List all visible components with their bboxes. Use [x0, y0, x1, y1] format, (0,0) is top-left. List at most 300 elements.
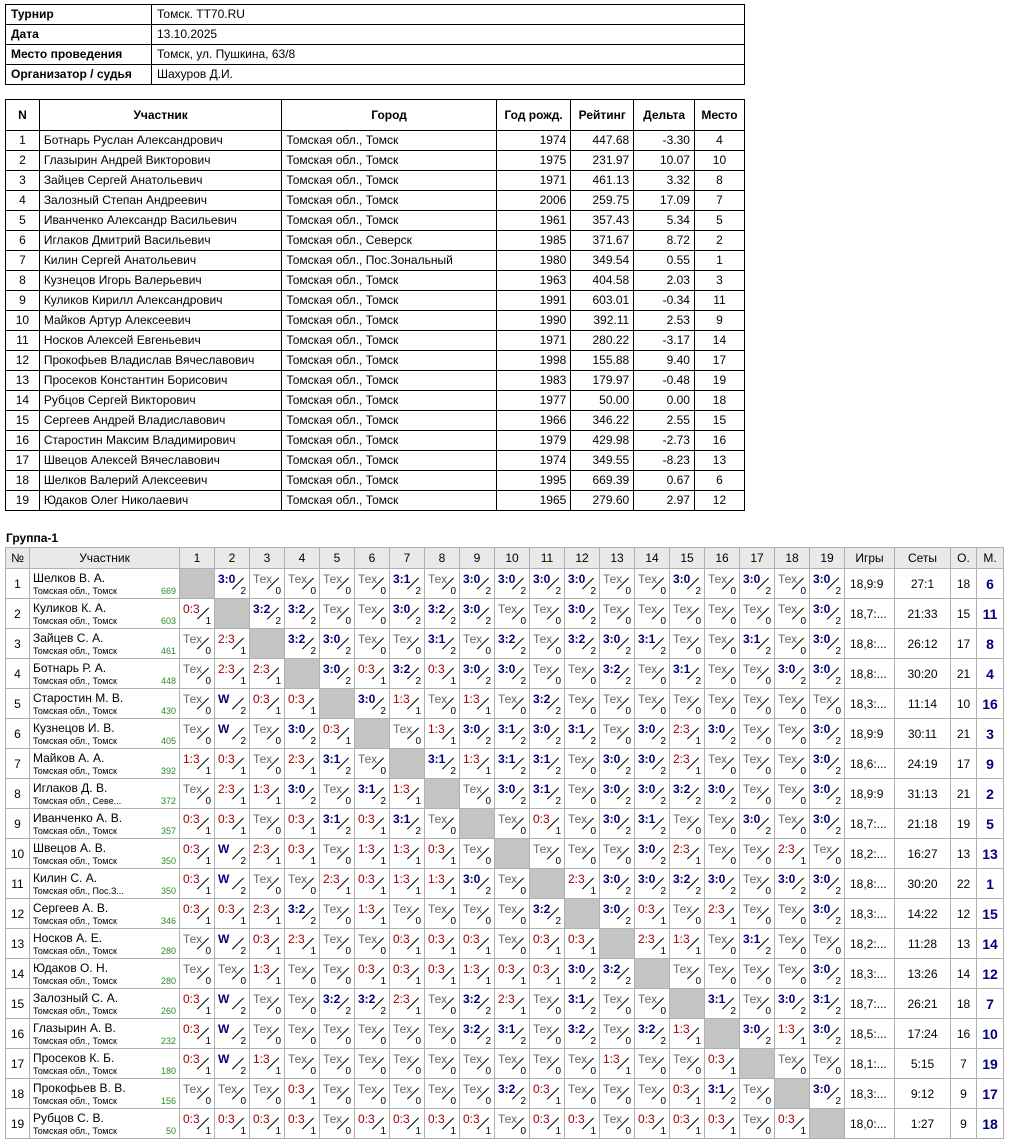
participant-cell: -2.73	[634, 431, 695, 451]
grid-player-name: Прокофьев В. В.	[33, 1081, 126, 1095]
grid-player-city: Томская обл., Томск	[33, 766, 117, 776]
match-points: 2	[520, 646, 526, 657]
match-score: 2:3	[673, 752, 690, 766]
match-cell	[390, 839, 425, 869]
match-score: Тех	[253, 722, 273, 736]
match-score: Тех	[463, 632, 483, 646]
match-cell	[215, 659, 250, 689]
match-cell	[600, 719, 635, 749]
grid-header: Сеты	[895, 548, 951, 569]
match-cell	[600, 1079, 635, 1109]
match-score: W	[218, 1052, 230, 1066]
match-points: 0	[765, 856, 771, 867]
match-score: 3:1	[428, 632, 446, 646]
match-cell	[390, 1109, 425, 1139]
match-cell	[355, 1079, 390, 1109]
match-cell	[565, 1049, 600, 1079]
match-cell	[180, 869, 215, 899]
participant-cell: -8.23	[634, 451, 695, 471]
match-points: 1	[485, 1126, 491, 1137]
match-points: 2	[835, 796, 841, 807]
match-cell	[565, 929, 600, 959]
match-points: 2	[310, 796, 316, 807]
match-score: Тех	[568, 1082, 588, 1096]
participants-header: N	[6, 100, 40, 131]
grid-row	[6, 959, 1004, 989]
match-score: 3:2	[253, 602, 271, 616]
match-cell	[425, 689, 460, 719]
match-points: 2	[380, 706, 386, 717]
match-cell	[390, 869, 425, 899]
match-score: 3:1	[568, 992, 586, 1006]
match-points: 1	[800, 1126, 806, 1137]
match-cell	[670, 629, 705, 659]
match-cell	[215, 1049, 250, 1079]
grid-row	[6, 989, 1004, 1019]
group-title: Группа-1	[6, 531, 59, 545]
match-points: 1	[275, 706, 281, 717]
match-cell	[495, 629, 530, 659]
match-points: 1	[205, 826, 211, 837]
participant-cell: Томская обл., Томск	[282, 431, 496, 451]
match-points: 1	[310, 1126, 316, 1137]
match-cell	[390, 599, 425, 629]
match-score: Тех	[603, 1082, 623, 1096]
grid-sets: 30:20	[895, 659, 951, 689]
info-row	[6, 65, 745, 85]
match-cell	[740, 989, 775, 1019]
match-score: 0:3	[183, 812, 200, 826]
match-points: 0	[415, 736, 421, 747]
participant-cell: Томская обл., Северск	[282, 231, 496, 251]
match-score: 1:3	[393, 842, 410, 856]
group-grid-table	[5, 547, 1004, 1139]
match-score: 0:3	[393, 1112, 410, 1126]
match-score: Тех	[288, 992, 308, 1006]
match-cell	[600, 839, 635, 869]
participants-header: Город	[282, 100, 496, 131]
match-points: 2	[765, 1036, 771, 1047]
grid-player	[30, 899, 180, 929]
participant-cell: 2006	[496, 191, 570, 211]
match-points: 1	[380, 676, 386, 687]
grid-games: 18,9:9	[845, 779, 895, 809]
match-cell	[635, 659, 670, 689]
match-score: 0:3	[428, 1112, 445, 1126]
match-cell	[285, 869, 320, 899]
match-score: 3:1	[638, 632, 656, 646]
grid-player-name: Кузнецов И. В.	[33, 721, 115, 735]
grid-points: 18	[951, 989, 977, 1019]
participant-cell: 1998	[496, 351, 570, 371]
match-points: 2	[555, 586, 561, 597]
match-cell	[740, 569, 775, 599]
grid-points: 21	[951, 779, 977, 809]
participant-cell: Иглаков Дмитрий Васильевич	[39, 231, 282, 251]
match-cell	[460, 899, 495, 929]
match-score: 3:0	[813, 602, 831, 616]
match-score: 3:0	[673, 572, 691, 586]
match-cell	[705, 779, 740, 809]
match-points: 0	[310, 1006, 316, 1017]
participant-cell: Томская обл., Томск	[282, 291, 496, 311]
match-score: 0:3	[183, 902, 200, 916]
match-points: 2	[415, 676, 421, 687]
match-points: 0	[275, 586, 281, 597]
match-points: 1	[345, 736, 351, 747]
match-cell	[180, 599, 215, 629]
match-points: 2	[800, 676, 806, 687]
match-cell	[565, 899, 600, 929]
match-points: 0	[345, 1066, 351, 1077]
match-cell	[180, 1079, 215, 1109]
match-points: 2	[730, 1006, 736, 1017]
match-points: 0	[765, 1126, 771, 1137]
match-score: 3:0	[323, 632, 341, 646]
match-score: Тех	[498, 902, 518, 916]
participants-table	[5, 99, 745, 511]
grid-header: 3	[250, 548, 285, 569]
match-cell	[530, 899, 565, 929]
match-points: 0	[345, 1126, 351, 1137]
grid-player-city: Томская обл., Томск	[33, 1036, 117, 1046]
match-score: 3:2	[288, 632, 306, 646]
match-score: Тех	[778, 752, 798, 766]
match-points: 2	[590, 646, 596, 657]
match-cell	[530, 929, 565, 959]
participant-cell: Томская обл., Томск	[282, 371, 496, 391]
participant-row	[6, 311, 745, 331]
match-cell	[215, 1109, 250, 1139]
match-points: 0	[800, 916, 806, 927]
grid-sets: 26:12	[895, 629, 951, 659]
match-points: 1	[555, 1096, 561, 1107]
match-points: 1	[380, 1126, 386, 1137]
match-points: 1	[415, 856, 421, 867]
match-score: 3:0	[463, 602, 481, 616]
match-points: 2	[520, 796, 526, 807]
match-score: 2:3	[498, 992, 515, 1006]
grid-games: 18,8:...	[845, 629, 895, 659]
match-score: 0:3	[288, 812, 305, 826]
match-points: 0	[765, 766, 771, 777]
match-cell	[285, 599, 320, 629]
match-points: 1	[240, 646, 246, 657]
participants-header: Рейтинг	[571, 100, 634, 131]
match-cell	[390, 1079, 425, 1109]
match-points: 2	[765, 646, 771, 657]
match-score: 0:3	[638, 1112, 655, 1126]
match-cell	[495, 959, 530, 989]
match-score: Тех	[463, 782, 483, 796]
match-score: 0:3	[323, 722, 340, 736]
grid-player-name: Рубцов С. В.	[33, 1111, 104, 1125]
participant-cell: 346.22	[571, 411, 634, 431]
info-value: Томск, ул. Пушкина, 63/8	[152, 45, 745, 65]
match-points: 1	[310, 946, 316, 957]
match-score: Тех	[358, 602, 378, 616]
match-points: 2	[625, 646, 631, 657]
participant-cell: 17	[694, 351, 744, 371]
match-cell	[250, 599, 285, 629]
participant-cell: 0.55	[634, 251, 695, 271]
match-cell	[810, 809, 845, 839]
match-score: 3:0	[603, 782, 621, 796]
participant-cell: 9	[6, 291, 40, 311]
match-score: 3:0	[568, 962, 586, 976]
match-cell	[530, 1019, 565, 1049]
participant-cell: 1	[694, 251, 744, 271]
match-cell	[705, 989, 740, 1019]
participant-cell: 3	[694, 271, 744, 291]
match-points: 0	[730, 766, 736, 777]
match-cell	[320, 839, 355, 869]
match-score: Тех	[323, 1082, 343, 1096]
match-points: 2	[240, 736, 246, 747]
match-cell	[425, 659, 460, 689]
match-score: 0:3	[533, 932, 550, 946]
match-score: 3:2	[428, 602, 446, 616]
participant-cell: 1977	[496, 391, 570, 411]
match-cell	[425, 929, 460, 959]
match-score: 3:1	[533, 782, 551, 796]
match-points: 1	[415, 706, 421, 717]
match-score: 3:2	[463, 1022, 481, 1036]
match-points: 0	[205, 736, 211, 747]
match-score: 1:3	[253, 962, 270, 976]
match-cell	[600, 599, 635, 629]
match-cell	[215, 629, 250, 659]
match-points: 0	[555, 676, 561, 687]
match-points: 1	[415, 976, 421, 987]
grid-row-number: 15	[6, 989, 30, 1019]
match-points: 2	[310, 916, 316, 927]
match-points: 1	[590, 946, 596, 957]
participant-cell: 1979	[496, 431, 570, 451]
match-score: Тех	[673, 812, 693, 826]
match-score: 3:1	[813, 992, 831, 1006]
match-cell	[565, 839, 600, 869]
participant-row	[6, 411, 745, 431]
match-score: 0:3	[568, 1112, 585, 1126]
participant-cell: 2	[694, 231, 744, 251]
match-points: 2	[520, 1096, 526, 1107]
match-points: 2	[800, 886, 806, 897]
match-cell	[740, 869, 775, 899]
match-points: 1	[380, 826, 386, 837]
match-points: 0	[485, 1096, 491, 1107]
match-cell	[705, 719, 740, 749]
match-points: 2	[485, 586, 491, 597]
match-score: 0:3	[638, 902, 655, 916]
match-cell	[425, 1019, 460, 1049]
participant-cell: Сергеев Андрей Владиславович	[39, 411, 282, 431]
grid-row	[6, 569, 1004, 599]
match-points: 0	[380, 1066, 386, 1077]
match-points: 2	[835, 916, 841, 927]
match-cell	[635, 1019, 670, 1049]
match-points: 1	[345, 886, 351, 897]
match-score: 0:3	[288, 1112, 305, 1126]
match-score: 3:0	[813, 662, 831, 676]
match-points: 1	[450, 946, 456, 957]
grid-points: 15	[951, 599, 977, 629]
match-points: 1	[275, 856, 281, 867]
grid-row	[6, 659, 1004, 689]
grid-row	[6, 1019, 1004, 1049]
match-points: 2	[520, 1036, 526, 1047]
match-score: 3:0	[638, 872, 656, 886]
match-cell	[250, 629, 285, 659]
grid-header: 4	[285, 548, 320, 569]
grid-place: 18	[977, 1109, 1004, 1139]
match-cell	[530, 659, 565, 689]
grid-header: М.	[977, 548, 1004, 569]
match-score: 0:3	[358, 1112, 375, 1126]
grid-player	[30, 839, 180, 869]
match-points: 0	[380, 646, 386, 657]
match-score: 0:3	[288, 1082, 305, 1096]
match-points: 1	[450, 886, 456, 897]
match-score: 0:3	[218, 902, 235, 916]
match-cell	[390, 929, 425, 959]
match-score: Тех	[358, 572, 378, 586]
match-points: 0	[800, 946, 806, 957]
participant-cell: 9	[694, 311, 744, 331]
match-score: 3:1	[743, 932, 761, 946]
match-cell	[390, 899, 425, 929]
match-points: 0	[590, 676, 596, 687]
participant-cell: Майков Артур Алексеевич	[39, 311, 282, 331]
participant-cell: 1991	[496, 291, 570, 311]
grid-player-rating: 357	[160, 826, 176, 836]
participant-cell: Старостин Максим Владимирович	[39, 431, 282, 451]
match-score: Тех	[778, 902, 798, 916]
match-cell	[215, 749, 250, 779]
match-score: Тех	[813, 692, 833, 706]
match-score: Тех	[183, 662, 203, 676]
match-score: W	[218, 872, 230, 886]
grid-place: 19	[977, 1049, 1004, 1079]
match-score: Тех	[428, 1052, 448, 1066]
match-score: Тех	[358, 1082, 378, 1096]
match-score: 0:3	[463, 1112, 480, 1126]
participant-cell: 10	[694, 151, 744, 171]
match-cell	[705, 809, 740, 839]
match-points: 2	[835, 646, 841, 657]
match-cell	[180, 1109, 215, 1139]
grid-player-rating: 603	[160, 616, 176, 626]
match-cell	[635, 1049, 670, 1079]
match-score: Тех	[323, 782, 343, 796]
match-points: 0	[730, 826, 736, 837]
match-cell	[215, 839, 250, 869]
match-points: 2	[660, 646, 666, 657]
participant-cell: 1	[6, 131, 40, 151]
match-cell	[775, 869, 810, 899]
match-points: 0	[415, 1096, 421, 1107]
match-score: Тех	[743, 662, 763, 676]
match-points: 2	[240, 946, 246, 957]
match-cell	[425, 599, 460, 629]
match-cell	[530, 1109, 565, 1139]
match-cell	[670, 959, 705, 989]
participant-cell: Куликов Кирилл Александрович	[39, 291, 282, 311]
match-score: Тех	[673, 962, 693, 976]
grid-place: 1	[977, 869, 1004, 899]
participant-cell: 2.53	[634, 311, 695, 331]
match-points: 0	[240, 1096, 246, 1107]
match-cell	[320, 749, 355, 779]
grid-points: 22	[951, 869, 977, 899]
match-cell	[215, 989, 250, 1019]
match-score: 3:1	[743, 632, 761, 646]
match-points: 2	[625, 796, 631, 807]
match-cell	[705, 899, 740, 929]
grid-player-city: Томская обл., Томск	[33, 826, 117, 836]
match-points: 2	[240, 1036, 246, 1047]
match-points: 0	[695, 916, 701, 927]
grid-place: 8	[977, 629, 1004, 659]
grid-player-name: Просеков К. Б.	[33, 1051, 115, 1065]
participant-cell: 50.00	[571, 391, 634, 411]
match-score: 0:3	[533, 1082, 550, 1096]
match-cell	[250, 749, 285, 779]
grid-player-name: Ботнарь Р. А.	[33, 661, 107, 675]
grid-place: 17	[977, 1079, 1004, 1109]
match-points: 0	[345, 946, 351, 957]
participant-cell: -0.34	[634, 291, 695, 311]
match-points: 2	[520, 736, 526, 747]
match-score: 3:1	[498, 722, 516, 736]
match-cell	[600, 869, 635, 899]
match-score: 3:0	[743, 1022, 761, 1036]
match-points: 2	[555, 796, 561, 807]
match-points: 0	[660, 1066, 666, 1077]
match-points: 1	[205, 616, 211, 627]
match-points: 1	[205, 1006, 211, 1017]
match-cell	[670, 1109, 705, 1139]
participant-row	[6, 251, 745, 271]
match-cell	[775, 689, 810, 719]
grid-sets: 26:21	[895, 989, 951, 1019]
match-cell	[425, 629, 460, 659]
match-points: 0	[345, 916, 351, 927]
grid-player	[30, 569, 180, 599]
match-points: 2	[625, 886, 631, 897]
match-score: 3:0	[708, 782, 726, 796]
match-score: 2:3	[708, 902, 725, 916]
match-score: 0:3	[288, 692, 305, 706]
match-cell	[635, 959, 670, 989]
participant-cell: 3.32	[634, 171, 695, 191]
match-points: 0	[765, 706, 771, 717]
match-points: 0	[625, 586, 631, 597]
participant-cell: Рубцов Сергей Викторович	[39, 391, 282, 411]
participant-cell: 9.40	[634, 351, 695, 371]
match-score: 0:3	[183, 602, 200, 616]
match-points: 0	[240, 976, 246, 987]
match-points: 0	[345, 976, 351, 987]
match-points: 0	[695, 826, 701, 837]
grid-sets: 31:13	[895, 779, 951, 809]
grid-player-name: Швецов А. В.	[33, 841, 107, 855]
match-points: 0	[590, 796, 596, 807]
match-points: 1	[730, 1066, 736, 1077]
match-cell	[775, 929, 810, 959]
grid-place: 10	[977, 1019, 1004, 1049]
match-cell	[810, 689, 845, 719]
